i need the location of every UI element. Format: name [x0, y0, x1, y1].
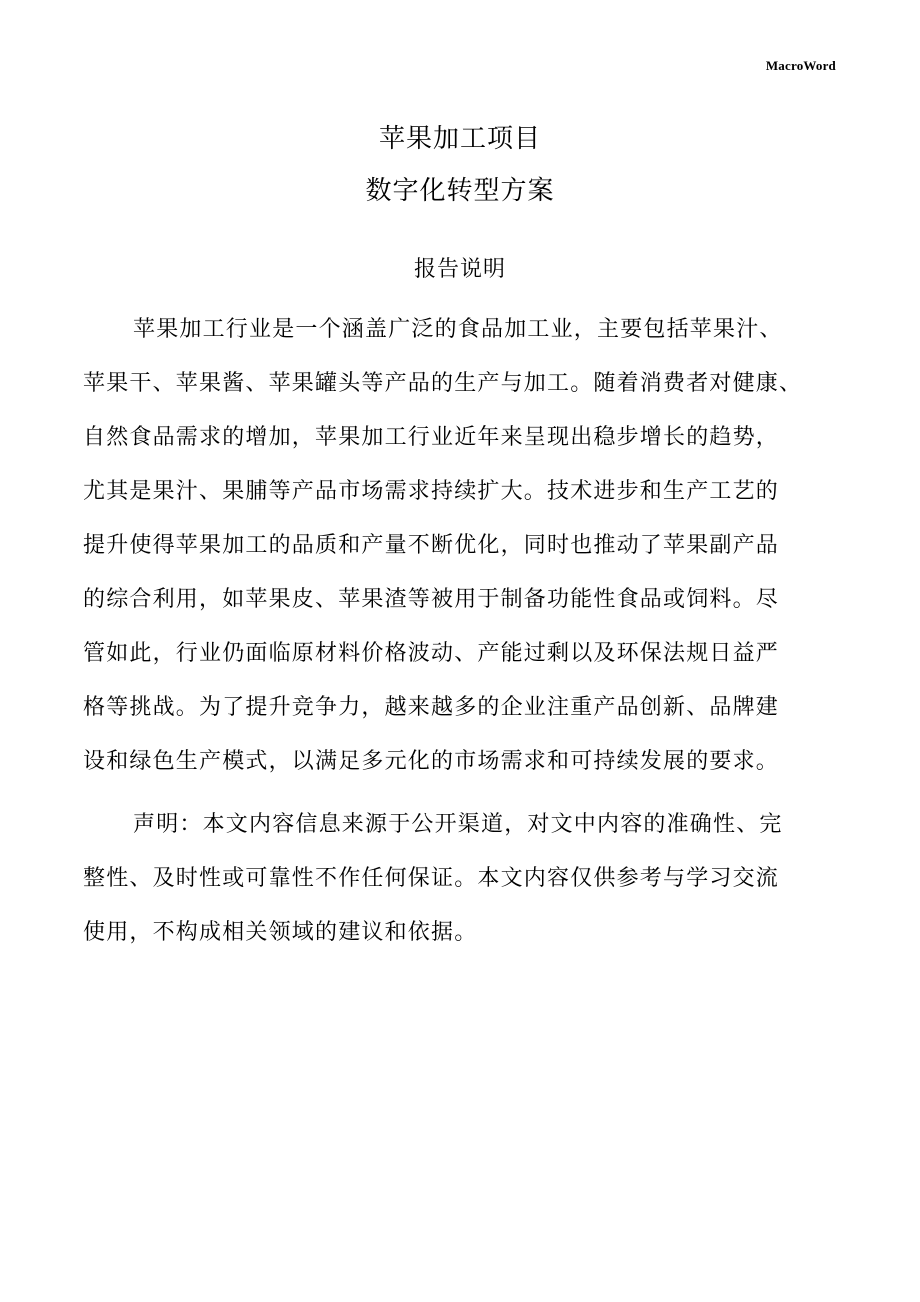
paragraph-line: 设和绿色生产模式，以满足多元化的市场需求和可持续发展的要求。	[83, 749, 780, 774]
document-title-line-2: 数字化转型方案	[365, 176, 555, 206]
paragraph-line: 自然食品需求的增加，苹果加工行业近年来呈现出稳步增长的趋势，	[83, 425, 780, 450]
document-title-line-1: 苹果加工项目	[378, 124, 541, 154]
paragraph-line: 苹果加工行业是一个涵盖广泛的食品加工业，主要包括苹果汁、	[133, 317, 783, 342]
paragraph-line: 声明：本文内容信息来源于公开渠道，对文中内容的准确性、完	[133, 812, 783, 837]
paragraph-line: 管如此，行业仍面临原材料价格波动、产能过剩以及环保法规日益严	[83, 641, 780, 666]
paragraph-line: 提升使得苹果加工的品质和产量不断优化，同时也推动了苹果副产品	[83, 533, 780, 558]
paragraph-industry-overview	[83, 303, 853, 789]
paragraph-disclaimer	[83, 798, 853, 960]
paragraph-line: 格等挑战。为了提升竞争力，越来越多的企业注重产品创新、品牌建	[83, 695, 780, 720]
paragraph-line: 整性、及时性或可靠性不作任何保证。本文内容仅供参考与学习交流	[83, 866, 780, 891]
paragraph-line: 使用，不构成相关领域的建议和依据。	[83, 920, 478, 945]
section-heading: 报告说明	[413, 257, 506, 282]
paragraph-line: 的综合利用，如苹果皮、苹果渣等被用于制备功能性食品或饲料。尽	[83, 587, 780, 612]
header-brand: MacroWord	[765, 58, 836, 73]
paragraph-line: 尤其是果汁、果脯等产品市场需求持续扩大。技术进步和生产工艺的	[83, 479, 780, 504]
paragraph-line: 苹果干、苹果酱、苹果罐头等产品的生产与加工。随着消费者对健康、	[83, 371, 803, 396]
